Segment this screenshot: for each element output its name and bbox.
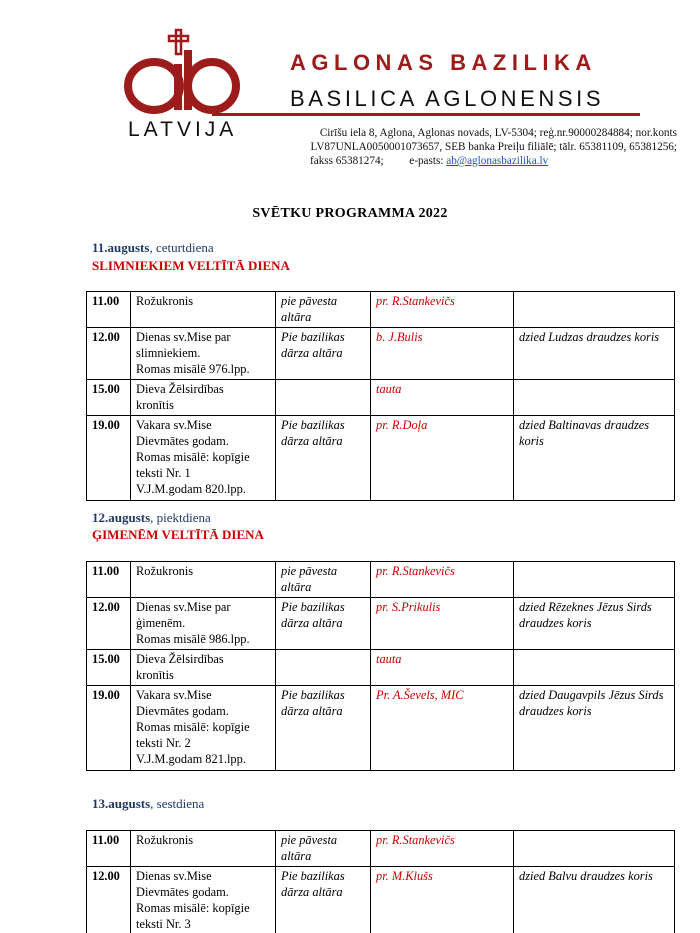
location-cell bbox=[276, 416, 371, 501]
location-line: Pie bazilikas bbox=[281, 869, 345, 883]
contact-details bbox=[262, 126, 677, 168]
description-cell bbox=[131, 831, 276, 867]
email-link[interactable]: ab@aglonasbazilika.lv bbox=[446, 155, 549, 167]
location-cell bbox=[276, 831, 371, 867]
location-line: Pie bazilikas bbox=[281, 330, 345, 344]
description-line: kronītis bbox=[136, 398, 174, 412]
schedule-row bbox=[87, 650, 675, 686]
day-theme: SLIMNIEKIEM VELTĪTĀ DIENA bbox=[92, 258, 290, 273]
day-theme: ĢIMENĒM VELTĪTĀ DIENA bbox=[92, 527, 264, 542]
choir-cell bbox=[514, 831, 675, 867]
location-line: altāra bbox=[281, 849, 312, 863]
description-line: Dievmātes godam. bbox=[136, 885, 229, 899]
fax: fakss 65381274; bbox=[310, 155, 384, 167]
day-date: 11.augusts bbox=[92, 240, 150, 255]
day-date: 12.augusts bbox=[92, 510, 151, 525]
location-cell bbox=[276, 380, 371, 416]
time-cell: 11.00 bbox=[87, 831, 131, 867]
header-rule bbox=[212, 113, 640, 116]
celebrant-cell: pr. R.Stankevičs bbox=[371, 292, 514, 328]
time-cell: 19.00 bbox=[87, 686, 131, 771]
location-line: pie pāvesta bbox=[281, 833, 338, 847]
schedule-row bbox=[87, 416, 675, 501]
time-cell: 12.00 bbox=[87, 598, 131, 650]
description-line: teksti Nr. 2 bbox=[136, 736, 191, 750]
description-line: teksti Nr. 1 bbox=[136, 466, 191, 480]
celebrant-cell: pr. S.Prikulis bbox=[371, 598, 514, 650]
location-cell bbox=[276, 867, 371, 933]
time-cell: 19.00 bbox=[87, 416, 131, 501]
basilica-title-latvian: AGLONAS BAZILIKA bbox=[290, 50, 597, 75]
location-cell bbox=[276, 328, 371, 380]
location-cell bbox=[276, 292, 371, 328]
document-title: SVĒTKU PROGRAMMA 2022 bbox=[252, 206, 448, 221]
email-label: e-pasts: bbox=[409, 155, 444, 167]
location-line: Pie bazilikas bbox=[281, 600, 345, 614]
schedule-row bbox=[87, 686, 675, 771]
location-line: dārza altāra bbox=[281, 434, 343, 448]
day-weekday: , sestdiena bbox=[150, 796, 205, 811]
description-line: ģimenēm. bbox=[136, 616, 186, 630]
celebrant-cell: b. J.Bulis bbox=[371, 328, 514, 380]
description-line: Vakara sv.Mise bbox=[136, 418, 212, 432]
location-line: dārza altāra bbox=[281, 616, 343, 630]
time-cell: 11.00 bbox=[87, 562, 131, 598]
location-line: Pie bazilikas bbox=[281, 688, 345, 702]
schedule-table bbox=[86, 830, 675, 933]
choir-cell: dzied Ludzas draudzes koris bbox=[514, 328, 675, 380]
contact-line-1: Cirīšu iela 8, Aglona, Aglonas novads, LV-5304; reģ.nr.90000284884; nor.konts bbox=[319, 127, 677, 139]
description-line: kronītis bbox=[136, 668, 174, 682]
schedule-row bbox=[87, 380, 675, 416]
description-line: Dieva Žēlsirdības bbox=[136, 382, 224, 396]
celebrant-cell: tauta bbox=[371, 650, 514, 686]
schedule-row bbox=[87, 562, 675, 598]
description-line: V.J.M.godam 821.lpp. bbox=[136, 752, 246, 766]
location-cell bbox=[276, 598, 371, 650]
time-cell: 15.00 bbox=[87, 650, 131, 686]
schedule-table bbox=[86, 291, 675, 501]
description-line: Dievmātes godam. bbox=[136, 434, 229, 448]
description-line: Rožukronis bbox=[136, 833, 194, 847]
day-heading bbox=[92, 796, 204, 812]
choir-cell bbox=[514, 650, 675, 686]
choir-cell: dzied Balvu draudzes koris bbox=[514, 867, 675, 933]
day-date: 13.augusts bbox=[92, 796, 151, 811]
location-cell bbox=[276, 650, 371, 686]
celebrant-cell: pr. R.Doļa bbox=[371, 416, 514, 501]
day-weekday: , piektdiena bbox=[150, 510, 211, 525]
time-cell: 12.00 bbox=[87, 328, 131, 380]
location-line: pie pāvesta bbox=[281, 294, 338, 308]
basilica-title-latin: BASILICA AGLONENSIS bbox=[290, 86, 605, 111]
description-line: Dieva Žēlsirdības bbox=[136, 652, 224, 666]
country-label: LATVIJA bbox=[128, 118, 238, 141]
description-cell bbox=[131, 292, 276, 328]
celebrant-cell: tauta bbox=[371, 380, 514, 416]
description-line: Romas misālē: kopīgie bbox=[136, 450, 250, 464]
location-line: altāra bbox=[281, 580, 312, 594]
description-cell bbox=[131, 650, 276, 686]
day-weekday: , ceturtdiena bbox=[149, 240, 214, 255]
location-line: altāra bbox=[281, 310, 312, 324]
description-line: teksti Nr. 3 bbox=[136, 917, 191, 931]
description-cell bbox=[131, 686, 276, 771]
choir-cell bbox=[514, 292, 675, 328]
description-line: V.J.M.godam 820.lpp. bbox=[136, 482, 246, 496]
description-line: Vakara sv.Mise bbox=[136, 688, 212, 702]
description-cell bbox=[131, 416, 276, 501]
celebrant-cell: pr. M.Klušs bbox=[371, 867, 514, 933]
location-line: dārza altāra bbox=[281, 704, 343, 718]
schedule-row bbox=[87, 867, 675, 933]
time-cell: 11.00 bbox=[87, 292, 131, 328]
choir-cell bbox=[514, 380, 675, 416]
location-line: pie pāvesta bbox=[281, 564, 338, 578]
schedule-row bbox=[87, 598, 675, 650]
schedule-row bbox=[87, 831, 675, 867]
time-cell: 12.00 bbox=[87, 867, 131, 933]
schedule-table bbox=[86, 561, 675, 771]
description-cell bbox=[131, 328, 276, 380]
location-cell bbox=[276, 562, 371, 598]
description-line: Rožukronis bbox=[136, 564, 194, 578]
description-line: Romas misālē: kopīgie bbox=[136, 720, 250, 734]
description-line: slimniekiem. bbox=[136, 346, 201, 360]
choir-cell bbox=[514, 562, 675, 598]
day-heading bbox=[92, 240, 214, 256]
choir-cell: dzied Rēzeknes Jēzus Sirds draudzes koris bbox=[514, 598, 675, 650]
day-heading bbox=[92, 510, 211, 526]
location-line: dārza altāra bbox=[281, 885, 343, 899]
description-line: Romas misālē 986.lpp. bbox=[136, 632, 250, 646]
description-line: Dievmātes godam. bbox=[136, 704, 229, 718]
contact-line-2: LV87UNLA0050001073657, SEB banka Preiļu filiālē; tālr. 65381109, 65381256; bbox=[310, 141, 677, 153]
celebrant-cell: Pr. A.Ševels, MIC bbox=[371, 686, 514, 771]
description-line: Dienas sv.Mise bbox=[136, 869, 212, 883]
schedule-row bbox=[87, 328, 675, 380]
description-line: Romas misālē 976.lpp. bbox=[136, 362, 250, 376]
description-cell bbox=[131, 562, 276, 598]
celebrant-cell: pr. R.Stankevičs bbox=[371, 562, 514, 598]
location-line: Pie bazilikas bbox=[281, 418, 345, 432]
celebrant-cell: pr. R.Stankevičs bbox=[371, 831, 514, 867]
description-line: Romas misālē: kopīgie bbox=[136, 901, 250, 915]
description-cell bbox=[131, 598, 276, 650]
description-line: Dienas sv.Mise par bbox=[136, 600, 231, 614]
description-line: Rožukronis bbox=[136, 294, 194, 308]
time-cell: 15.00 bbox=[87, 380, 131, 416]
location-line: dārza altāra bbox=[281, 346, 343, 360]
description-line: Dienas sv.Mise par bbox=[136, 330, 231, 344]
location-cell bbox=[276, 686, 371, 771]
schedule-row bbox=[87, 292, 675, 328]
description-cell bbox=[131, 380, 276, 416]
letterhead bbox=[0, 0, 700, 180]
choir-cell: dzied Baltinavas draudzes koris bbox=[514, 416, 675, 501]
choir-cell: dzied Daugavpils Jēzus Sirds draudzes koris bbox=[514, 686, 675, 771]
description-cell bbox=[131, 867, 276, 933]
contact-line-3 bbox=[262, 154, 677, 168]
